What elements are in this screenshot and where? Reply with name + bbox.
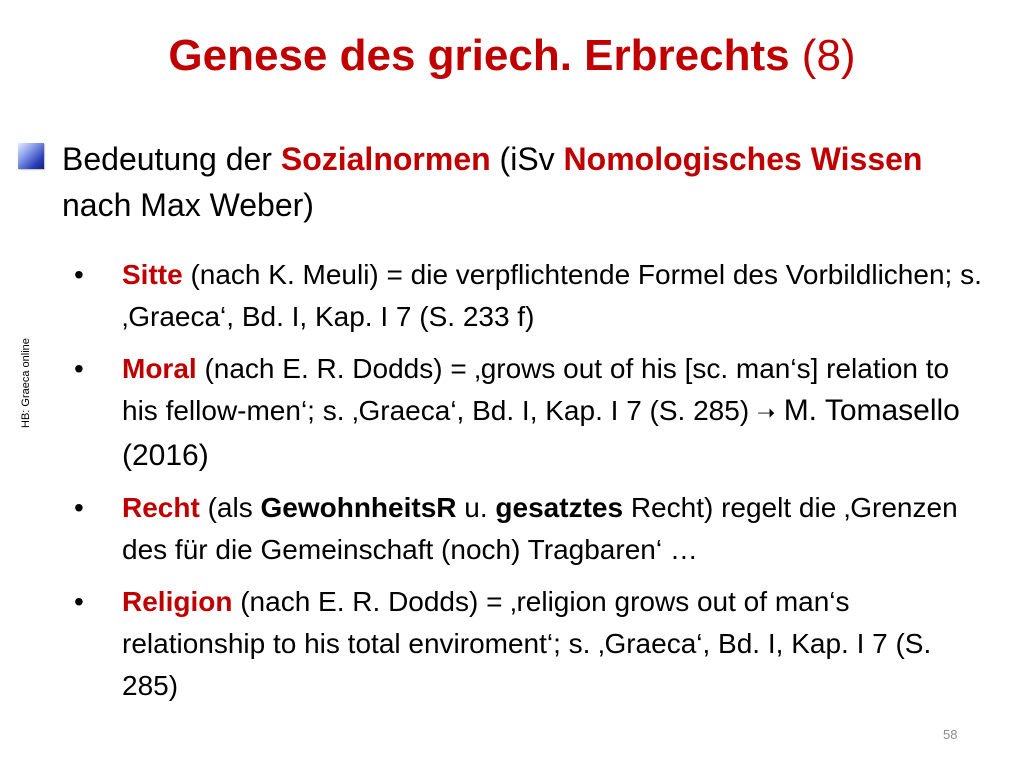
item-reference: M. Tomasello (2016) bbox=[122, 394, 960, 472]
main-bullet-text bbox=[62, 136, 992, 228]
item-text: u. bbox=[456, 492, 496, 523]
square-bullet-icon bbox=[18, 143, 44, 169]
bullet-dot-icon: • bbox=[74, 353, 84, 384]
item-text: (nach E. R. Dodds) = ‚grows out of his [sc. man‘s] relation to his fellow-men‘; s. ‚Graeca‘, Bd. I, Kap. I 7 (S. 285) bbox=[122, 353, 950, 426]
main-text-part: nach Max Weber) bbox=[62, 187, 314, 223]
list-item-religion bbox=[74, 581, 992, 707]
keyword-sitte: Sitte bbox=[122, 259, 183, 290]
keyword-nomologisches-wissen: Nomologisches Wissen bbox=[563, 141, 923, 177]
bullet-dot-icon: • bbox=[74, 259, 84, 290]
main-text-part: (iSv bbox=[490, 141, 564, 177]
bullet-dot-icon: • bbox=[74, 586, 84, 617]
sub-bullet-list bbox=[0, 254, 1024, 717]
item-text: (als bbox=[199, 492, 261, 523]
page-number: 58 bbox=[943, 727, 958, 742]
arrow-right-icon: ➝ bbox=[756, 401, 776, 426]
bullet-dot-icon: • bbox=[74, 492, 84, 523]
slide-title bbox=[0, 30, 1024, 83]
keyword-recht: Recht bbox=[122, 492, 200, 523]
list-item-recht bbox=[74, 487, 992, 571]
keyword-moral: Moral bbox=[122, 353, 197, 384]
source-label: HB: Graeca online bbox=[20, 338, 32, 428]
item-text: (nach K. Meuli) = die verpflichtende Formel des Vorbildlichen; s. ‚Graeca‘, Bd. I, Kap. I 7 (S. 233 f) bbox=[122, 259, 982, 332]
item-text: (nach E. R. Dodds) = ‚religion grows out of man‘s relationship to his total enviroment‘; s. ‚Graeca‘, Bd. I, Kap. I 7 (S. 285) bbox=[122, 586, 932, 701]
keyword-sozialnormen: Sozialnormen bbox=[280, 141, 491, 177]
term-gewohnheitsrecht: GewohnheitsR bbox=[260, 492, 457, 523]
main-text-part: Bedeutung der bbox=[62, 141, 281, 177]
list-item-moral bbox=[74, 348, 992, 477]
title-main: Genese des griech. Erbrechts bbox=[168, 31, 790, 80]
term-gesatztes: gesatztes bbox=[495, 492, 624, 523]
item-text: Recht) regelt die ‚Grenzen des für die Gemeinschaft (noch) Tragbaren‘ … bbox=[122, 492, 958, 565]
keyword-religion: Religion bbox=[122, 586, 233, 617]
title-number: (8) bbox=[801, 31, 856, 80]
list-item-sitte bbox=[74, 254, 992, 338]
